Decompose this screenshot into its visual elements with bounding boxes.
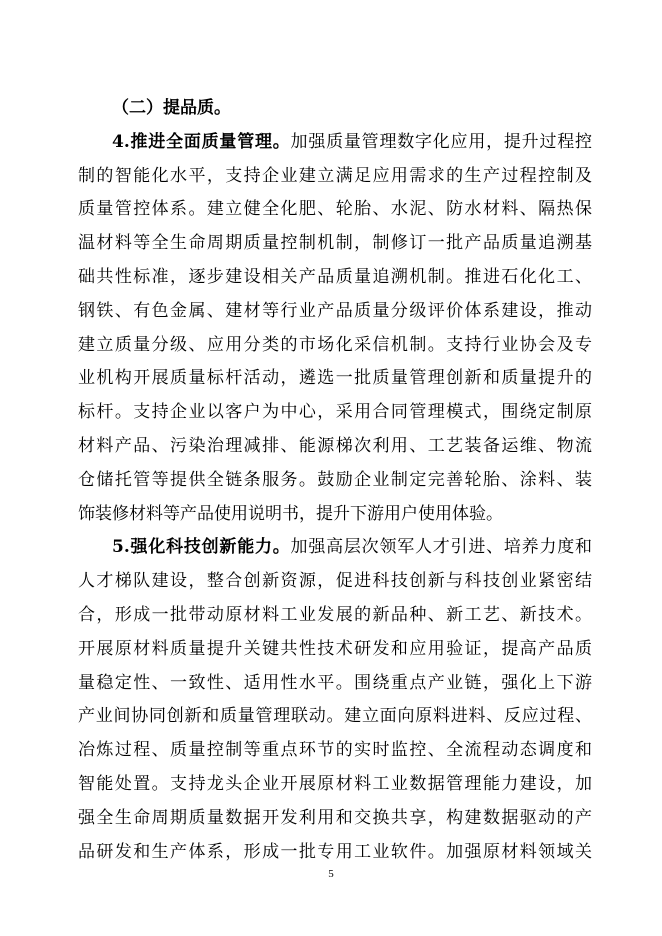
- paragraph-line: 开展原材料质量提升关键共性技术研发和应用验证，提高产品质: [78, 638, 592, 659]
- paragraph-lead: 5.强化科技创新能力。: [112, 537, 291, 558]
- paragraph-line: 冶炼过程、质量控制等重点环节的实时监控、全流程动态调度和: [78, 740, 592, 761]
- section-heading: （二）提品质。: [112, 98, 231, 118]
- paragraph-line: [78, 531, 592, 565]
- page-number: 5: [328, 868, 334, 880]
- paragraph-line: 温材料等全生命周期质量控制机制，制修订一批产品质量追溯基: [78, 233, 592, 254]
- paragraph-line: 品研发和生产体系，形成一批专用工业软件。加强原材料领域关: [78, 841, 592, 862]
- paragraph-line: 仓储托管等提供全链条服务。鼓励企业制定完善轮胎、涂料、装: [78, 469, 592, 490]
- paragraph-text: 加强质量管理数字化应用，提升过程控: [290, 131, 593, 152]
- paragraph-line: 量稳定性、一致性、适用性水平。围绕重点产业链，强化上下游: [78, 672, 592, 693]
- paragraph-line: 人才梯队建设，整合创新资源，促进科技创新与科技创业紧密结: [78, 571, 592, 592]
- paragraph-line: 质量管控体系。建立健全化肥、轮胎、水泥、防水材料、隔热保: [78, 199, 592, 220]
- paragraph-line: 钢铁、有色金属、建材等行业产品质量分级评价体系建设，推动: [78, 300, 592, 321]
- paragraph-5: [78, 531, 592, 869]
- paragraph-line: 建立质量分级、应用分类的市场化采信机制。支持行业协会及专: [78, 334, 592, 355]
- paragraph-text: 加强高层次领军人才引进、培养力度和: [290, 537, 593, 558]
- paragraph-lead: 4.推进全面质量管理。: [112, 131, 291, 152]
- paragraph-line: 产业间协同创新和质量管理联动。建立面向原料进料、反应过程、: [78, 706, 592, 727]
- paragraph-line: 饰装修材料等产品使用说明书，提升下游用户使用体验。: [78, 503, 503, 524]
- paragraph-line: 强全生命周期质量数据开发利用和交换共享，构建数据驱动的产: [78, 807, 592, 828]
- paragraph-line: 材料产品、污染治理减排、能源梯次利用、工艺装备运维、物流: [78, 435, 592, 456]
- paragraph-line: 制的智能化水平，支持企业建立满足应用需求的生产过程控制及: [78, 165, 592, 186]
- paragraph-line: [78, 126, 592, 160]
- paragraph-line: 智能处置。支持龙头企业开展原材料工业数据管理能力建设，加: [78, 773, 592, 794]
- paragraph-line: 业机构开展质量标杆活动，遴选一批质量管理创新和质量提升的: [78, 368, 592, 389]
- document-page: [78, 92, 592, 869]
- paragraph-line: 标杆。支持企业以客户为中心，采用合同管理模式，围绕定制原: [78, 402, 592, 423]
- paragraph-4: [78, 126, 592, 532]
- paragraph-line: 础共性标准，逐步建设相关产品质量追溯机制。推进石化化工、: [78, 266, 592, 287]
- paragraph-line: 合，形成一批带动原材料工业发展的新品种、新工艺、新技术。: [78, 604, 592, 625]
